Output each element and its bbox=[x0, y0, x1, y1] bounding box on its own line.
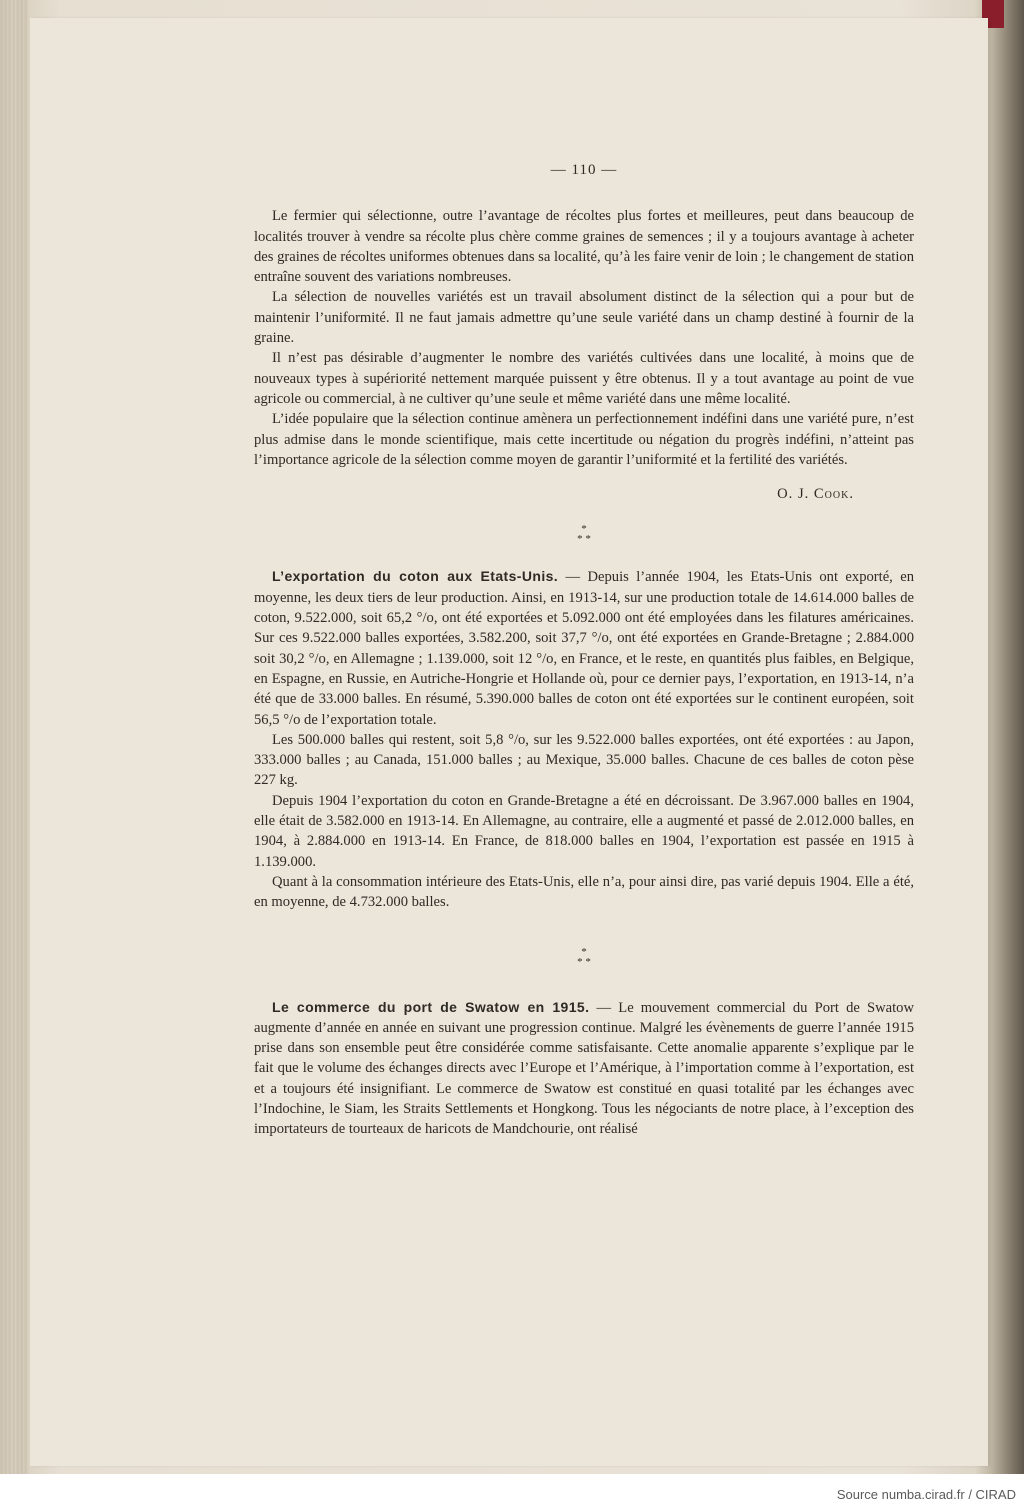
page-content bbox=[254, 160, 914, 1140]
asterism-separator bbox=[254, 524, 914, 544]
source-credit: Source numba.cirad.fr / CIRAD bbox=[836, 1487, 1016, 1502]
asterism-bottom: * * bbox=[577, 533, 591, 546]
asterism-top: * bbox=[581, 945, 587, 958]
paragraph: Quant à la consommation intérieure des Etats-Unis, elle n’a, pour ainsi dire, pas varié depuis 1904. Elle a été, en moyenne, de 4.732.000 balles. bbox=[254, 873, 914, 911]
paragraph: Le fermier qui sélectionne, outre l’avantage de récoltes plus fortes et meilleures, peut dans beaucoup de localités trouver à vendre sa récolte plus chère comme graines de semences ; il y a toujours avantage à acheter des graines de récoltes uniformes obtenues dans sa localité, qu’à les faire venir de loin ; le changement de station entraîne souvent des variations nombreuses. bbox=[254, 208, 914, 286]
section-title: L’exportation du coton aux Etats-Unis. bbox=[272, 568, 559, 585]
book-binding bbox=[994, 0, 1024, 1474]
section-title: Le commerce du port de Swatow en 1915. bbox=[272, 998, 590, 1015]
paragraph: Depuis 1904 l’exportation du coton en Grande-Bretagne a été en décroissant. De 3.967.000 balles en 1904, elle était de 3.582.000 en 1913-14. En Allemagne, au contraire, elle a augmenté et passé de 2.012.000 balles, en 1904, à 2.884.000 en 1913-14. En France, de 818.000 balles en 1904, l’exportation est passée en 1915 à 1.139.000. bbox=[254, 792, 914, 870]
swatow-section bbox=[254, 997, 914, 1140]
selection-section bbox=[254, 206, 914, 504]
paragraph: L’idée populaire que la sélection continue amènera un perfectionnement indéfini dans une variété pure, n’est plus admise dans le monde scientifique, mais cette incertitude ou négation du progrès indéfini, n’atteint pas l’importance agricole de la sélection comme moyen de garantir l’uniformité et la fertilité des variétés. bbox=[254, 411, 914, 468]
paragraph: Il n’est pas désirable d’augmenter le nombre des variétés cultivées dans une localité, à moins que de nouveaux types à supériorité nettement marquée puissent y être obtenus. Il y a tout avantage au point de vue agricole ou commercial, à ne cultiver qu’une seule et même variété dans une même localité. bbox=[254, 350, 914, 407]
section-lead-text: — Depuis l’année 1904, les Etats-Unis ont exporté, en moyenne, les deux tiers de leur production. Ainsi, en 1913-14, sur une production totale de 14.614.000 balles de coton, 9.522.000, soit 65,2 °/o, ont été exportées et 5.092.000 ont été employées dans les filatures américaines. Sur ces 9.522.000 balles exportées, 3.582.200, soit 37,7 °/o, ont été exportées en Grande-Bretagne ; 2.884.000 soit 30,2 °/o, en Allemagne ; 1.139.000, soit 12 °/o, en France, et le reste, en quantités plus faibles, en Belgique, en Espagne, en Russie, en Autriche-Hongrie et Hollande où, pour ce dernier pays, l’exportation, en 1913-14, n’a été que de 33.000 balles. En résumé, 5.390.000 balles de coton ont été exportées sur le continent européen, soit 56,5 °/o de l’exportation totale. bbox=[254, 569, 914, 728]
stacked-page-edges bbox=[0, 0, 28, 1474]
section-lead-text: — Le mouvement commercial du Port de Swatow augmente d’année en année en suivant une progression continue. Malgré les évènements de guerre l’année 1915 prise dans son ensemble peut être considérée comme satisfaisante. Cette anomalie apparente s’explique par le fait que le volume des échanges directs avec l’Europe et l’Amérique, à l’importation comme à l’exportation, est et a toujours été insignifiant. Le commerce de Swatow est constitué en quasi totalité par les échanges avec l’Indochine, le Siam, les Straits Settlements et Hongkong. Tous les négociants de notre place, à l’exception des importateurs de tourteaux de haricots de Mandchourie, ont réalisé bbox=[254, 999, 915, 1138]
paragraph: Les 500.000 balles qui restent, soit 5,8 °/o, sur les 9.522.000 balles exportées, ont été exportées : au Japon, 333.000 balles ; au Canada, 151.000 balles ; au Mexique, 35.000 balles. Chacune de ces balles de coton pèse 227 kg. bbox=[254, 731, 914, 789]
asterism-separator bbox=[254, 947, 914, 967]
page-number: — 110 — bbox=[550, 162, 618, 178]
section-lead-paragraph bbox=[254, 566, 914, 729]
exportation-section bbox=[254, 566, 914, 912]
paragraph: La sélection de nouvelles variétés est un travail absolument distinct de la sélection qui a pour but de maintenir l’uniformité. Il ne faut jamais admettre qu’une seule variété dans un champ destiné à fournir de la graine. bbox=[254, 289, 914, 347]
section-lead-paragraph bbox=[254, 997, 914, 1140]
asterism-top: * bbox=[581, 523, 587, 536]
author-signature: O. J. Cook. bbox=[777, 486, 854, 503]
asterism-bottom: * * bbox=[577, 955, 591, 968]
